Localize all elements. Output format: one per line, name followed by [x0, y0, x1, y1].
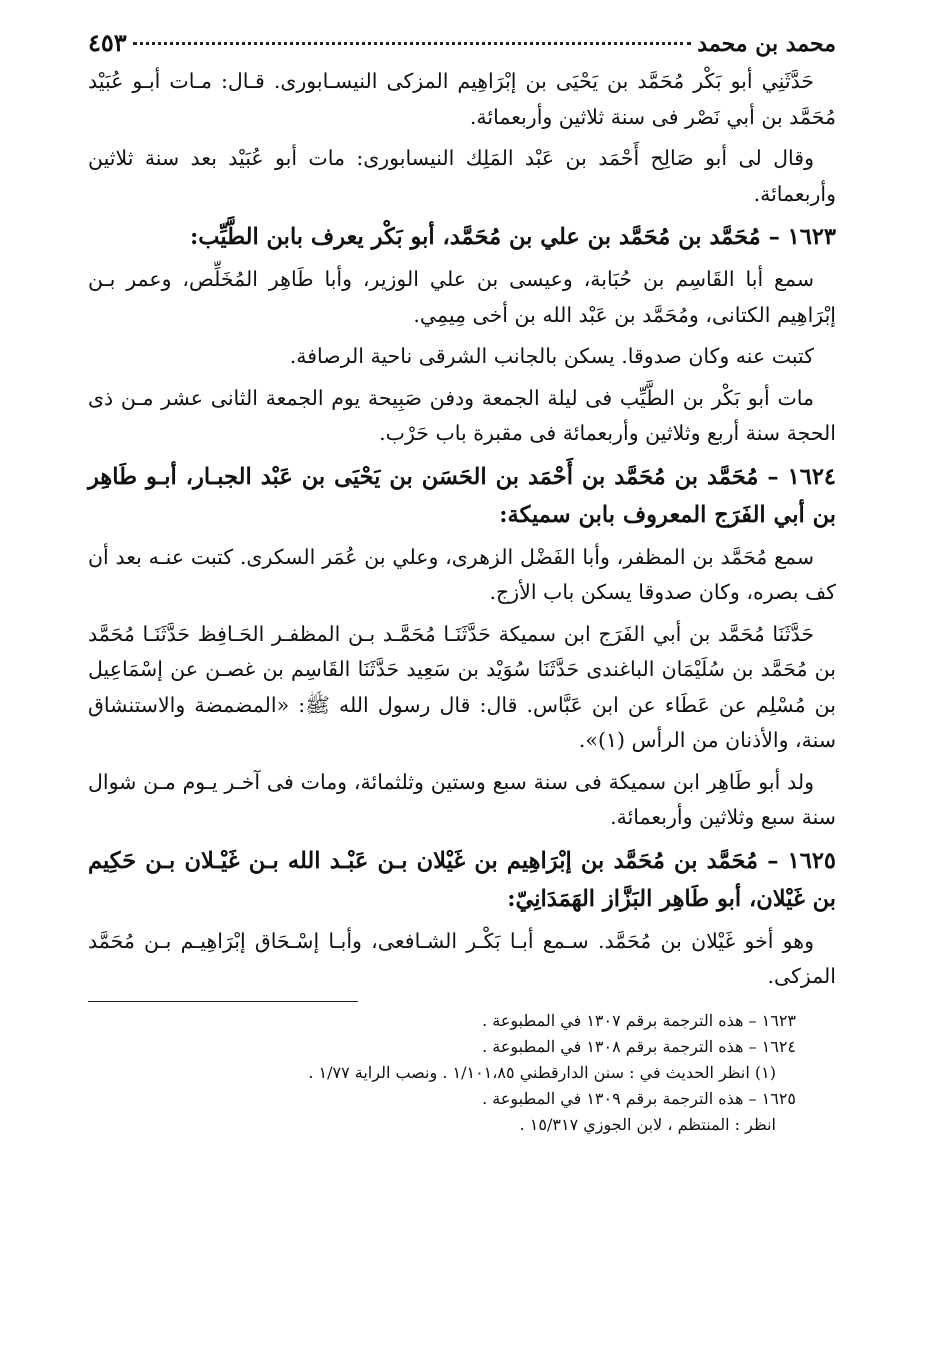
- page-number: ٤٥٣: [88, 28, 127, 57]
- footnote: ١٦٢٣ – هذه الترجمة برقم ١٣٠٧ في المطبوعة .: [482, 1010, 796, 1030]
- paragraph: ولد أبو طَاهِر ابن سميكة فى سنة سبع وستين وثلثمائة، ومات فى آخـر يـوم مـن شوال سنة سبع وثلاثين وأربعمائة.: [88, 769, 836, 829]
- paragraph: وهو أخو غَيْلان بن مُحَمَّد. سـمع أبـا بَكْـر الشـافعى، وأبـا إسْـحَاق إبْرَاهِيـم بـن مُحَمَّد المزكى.: [88, 928, 836, 988]
- book-page: [88, 28, 836, 1338]
- footnotes: [88, 1008, 836, 1138]
- running-title: محمد بن محمد: [697, 31, 836, 57]
- paragraph: كتبت عنه وكان صدوقا. يسكن بالجانب الشرقى ناحية الرصافة.: [289, 344, 814, 368]
- paragraph: حَدَّثَنَا مُحَمَّد بن أبي الفَرَج ابن سميكة حَدَّثَنَـا مُحَمَّـد بـن المظفـر الحَـافِظ حَدَّثَنَـا مُحَمَّد بن مُحَمَّد بن سُلَيْمَان الباغندى حَدَّثَنَا سُوَيْد بن سَعِيد حَدَّثَنَا القَاسِم بن غصـن عن إسْمَاعِيل بن مُسْلِم عن عَطَاء عن ابن عَبَّاس. قال: قال رسول الله ﷺ: «المضمضة والاستنشاق سنة، والأذنان من الرأس (١)».: [88, 621, 836, 752]
- page-body: [88, 64, 836, 995]
- paragraph: وقال لى أبو صَالِح أَحْمَد بن عَبْد المَلِك النيسابورى: مات أبو عُبَيْد بعد سنة ثلاثين وأربعمائة.: [88, 146, 836, 206]
- footnote-separator: [88, 1001, 358, 1002]
- paragraph: حَدَّثَنِي أبو بَكْر مُحَمَّد بن يَحْيَى بن إبْرَاهِيم المزكى النيسـابورى. قـال: مـات أبـو عُبَيْد مُحَمَّد بن أبي نَصْر فى سنة ثلاثين وأربعمائة.: [88, 69, 836, 129]
- paragraph: مات أبو بَكْر بن الطَّيِّب فى ليلة الجمعة ودفن صَبِيحة يوم الجمعة الثانى عشر مـن ذى الحجة سنة أربع وثلاثين وأربعمائة فى مقبرة باب حَرْب.: [88, 385, 836, 445]
- entry-heading-1623: ١٦٢٣ – مُحَمَّد بن مُحَمَّد بن علي بن مُحَمَّد، أبو بَكْر يعرف بابن الطَّيِّب:: [189, 224, 836, 250]
- page-header: [88, 28, 836, 64]
- entry-heading-1625: ١٦٢٥ – مُحَمَّد بن مُحَمَّد بن إبْرَاهِيم بن غَيْلان بـن عَبْـد الله بـن غَيْـلان بـن حَكِيم بن غَيْلان، أبو طَاهِر البَزَّاز الهَمَدَانِيّ:: [88, 847, 836, 912]
- footnote: ١٦٢٤ – هذه الترجمة برقم ١٣٠٨ في المطبوعة .: [482, 1036, 796, 1056]
- entry-heading-1624: ١٦٢٤ – مُحَمَّد بن مُحَمَّد بن أَحْمَد بن الحَسَن بن يَحْيَى بن عَبْد الجبـار، أبـو طَاهِر بن أبي الفَرَج المعروف بابن سميكة:: [88, 463, 836, 528]
- footnote: ١٦٢٥ – هذه الترجمة برقم ١٣٠٩ في المطبوعة .: [482, 1088, 796, 1108]
- footnote: انظر : المنتظم ، لابن الجوزي ١٥/٣١٧ .: [519, 1114, 776, 1134]
- leader-dots: [133, 42, 692, 45]
- paragraph: سمع أبا القَاسِم بن حُبَابة، وعيسى بن علي الوزير، وأبا طَاهِر المُخَلِّص، وعمر بـن إبْرَاهِيم الكتانى، ومُحَمَّد بن عَبْد الله بن أخى مِيمِي.: [88, 267, 836, 327]
- paragraph: سمع مُحَمَّد بن المظفر، وأبا الفَضْل الزهرى، وعلي بن عُمَر السكرى. كتبت عنـه بعد أن كف بصره، وكان صدوقا يسكن باب الأزج.: [88, 544, 836, 604]
- footnote: (١) انظر الحديث في : سنن الدارقطني ١/١٠١،٨٥ . ونصب الراية ١/٧٧ .: [308, 1062, 776, 1082]
